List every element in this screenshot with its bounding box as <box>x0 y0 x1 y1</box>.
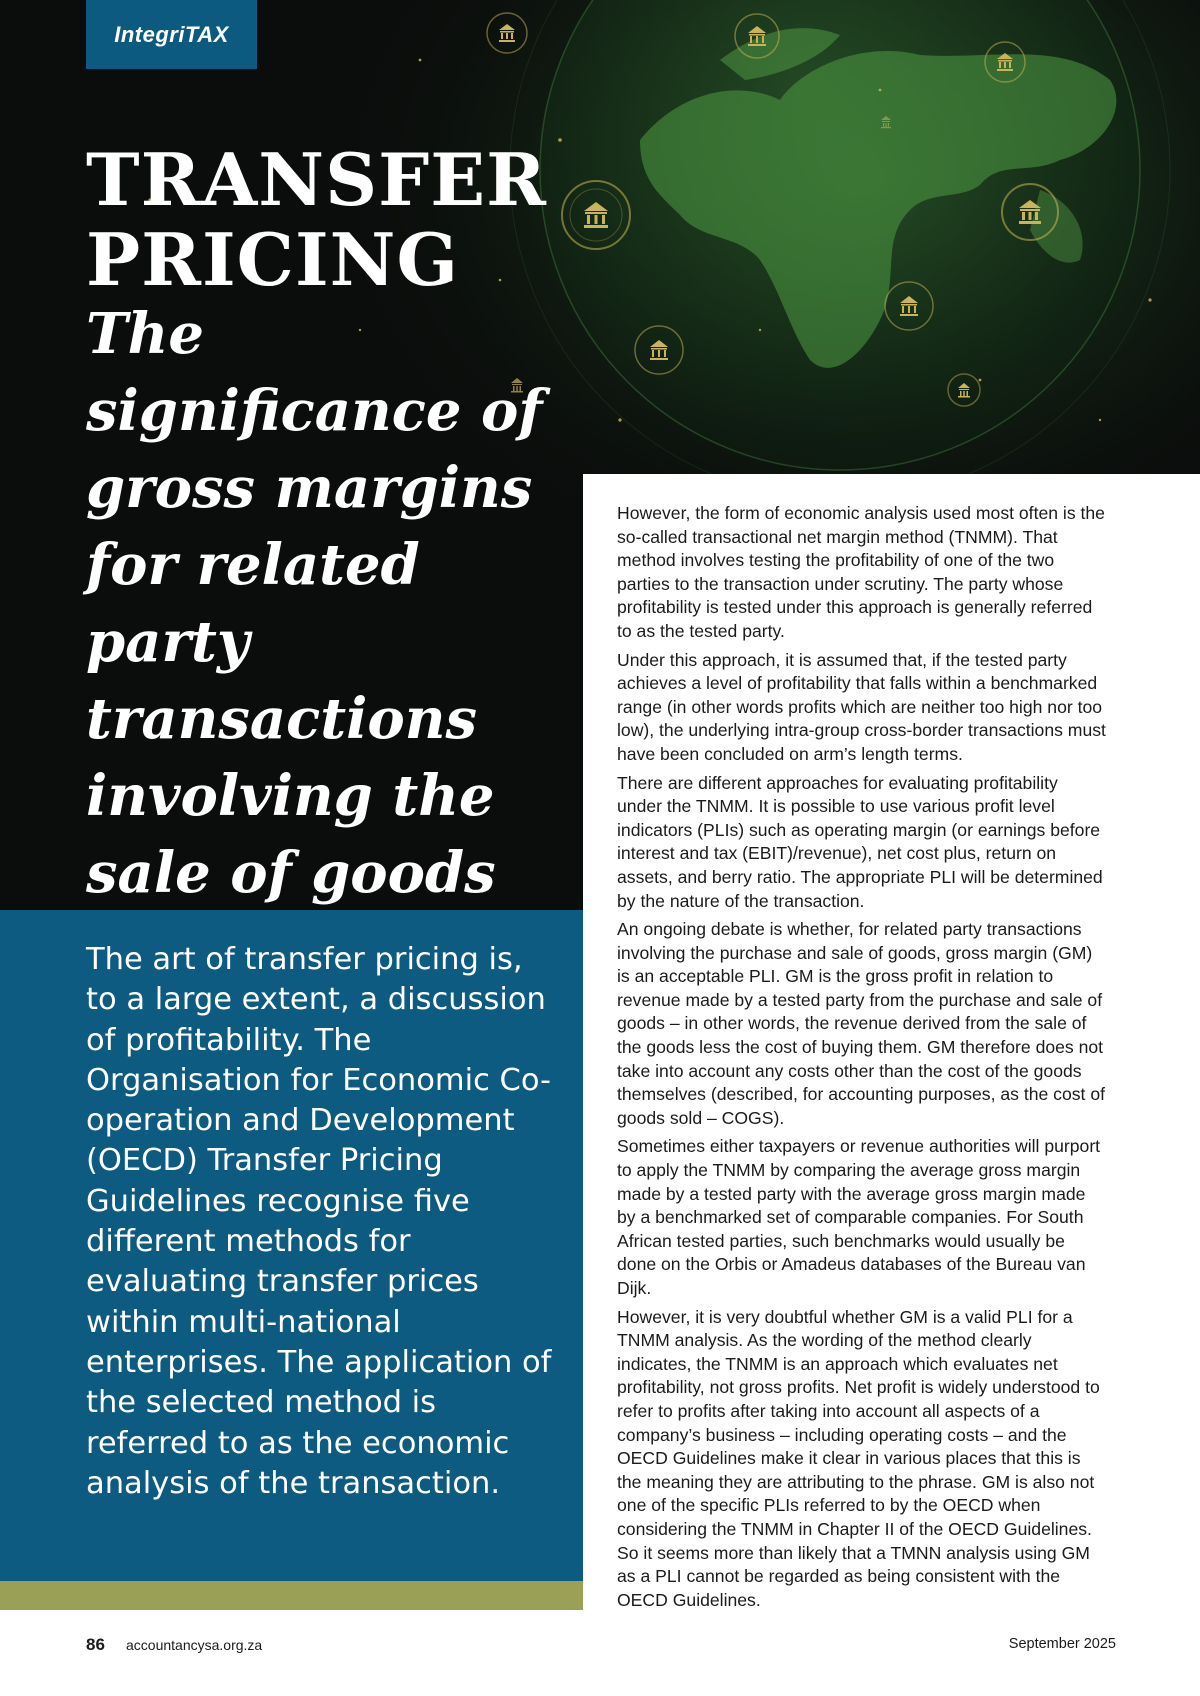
article-subtitle: The significance of gross margins for related party transactions involving the sale of goods <box>86 301 543 906</box>
page-footer <box>86 1635 1116 1659</box>
brand-logo <box>86 0 257 69</box>
body-paragraph: Sometimes either taxpayers or revenue authorities will purport to apply the TNMM by comparing the average gross margin made by a tested party with the average gross margin made by a benchmarked set of comparable companies. For South African tested parties, such benchmarks would usually be done on the Orbis or Amadeus databases of the Bureau van Dijk. <box>617 1136 1101 1298</box>
body-paragraph: However, it is very doubtful whether GM is a valid PLI for a TNMM analysis. As the wording of the method clearly indicates, the TNMM is an approach which evaluates net profitability, not gross profits. Net profit is widely understood to refer to profits after taking into account all aspects of a company’s business – including operating costs – and the OECD Guidelines make it clear in various places that this is the meaning they are attributing to the phrase. GM is also not one of the specific PLIs referred to by the OECD when considering the TNMM in Chapter II of the OECD Guidelines. So it seems more than likely that a TMNN analysis using GM as a PLI cannot be regarded as being consistent with the OECD Guidelines. <box>617 1306 1100 1610</box>
article-title <box>86 137 547 302</box>
body-paragraph: However, the form of economic analysis used most often is the so-called transactional net margin method (TNMM). That method involves testing the profitability of one of the two parties to the transaction under scrutiny. The party whose profitability is tested under this approach is generally referred to as the tested party. <box>617 503 1105 641</box>
body-paragraph: An ongoing debate is whether, for related party transactions involving the purchase and sale of goods, gross margin (GM) is an acceptable PLI. GM is the gross profit in relation to revenue made by a tested party from the purchase and sale of goods – in other words, the revenue derived from the sale of the goods less the cost of buying them. GM therefore does not take into account any costs other than the cost of the goods themselves (described, for accounting purposes, as the cost of goods sold – COGS). <box>617 919 1105 1128</box>
accent-bar <box>0 1581 583 1610</box>
body-column <box>583 474 1200 1624</box>
intro-text: The art of transfer pricing is, to a large extent, a discussion of profitability. The Organisation for Economic Co-operation and Development (OECD) Transfer Pricing Guidelines recognise five different methods for evaluating transfer prices within multi-national enterprises. The application of the selected method is referred to as the economic analysis of the transaction. <box>86 942 552 1501</box>
body-paragraph: There are different approaches for evaluating profitability under the TNMM. It is possible to use various profit level indicators (PLIs) such as operating margin (or earnings before interest and tax (EBIT)/revenue), net cost plus, return on assets, and berry ratio. The appropriate PLI will be determined by the nature of the transaction. <box>617 772 1103 911</box>
page-number: 86 <box>86 1635 105 1654</box>
website-link[interactable]: accountancysa.org.za <box>126 1637 263 1653</box>
article-title-line-2: PRICING <box>86 217 459 302</box>
article-title-line-1: TRANSFER <box>86 137 547 222</box>
intro-panel <box>0 910 583 1581</box>
brand-logo-text: IntegriTAX <box>114 21 229 47</box>
body-paragraph: Under this approach, it is assumed that, if the tested party achieves a level of profitability that falls within a benchmarked range (in other words profits which are neither too high nor too low), the underlying intra-group cross-border transactions must have been concluded on arm’s length terms. <box>617 649 1106 764</box>
issue-date: September 2025 <box>1008 1636 1116 1652</box>
